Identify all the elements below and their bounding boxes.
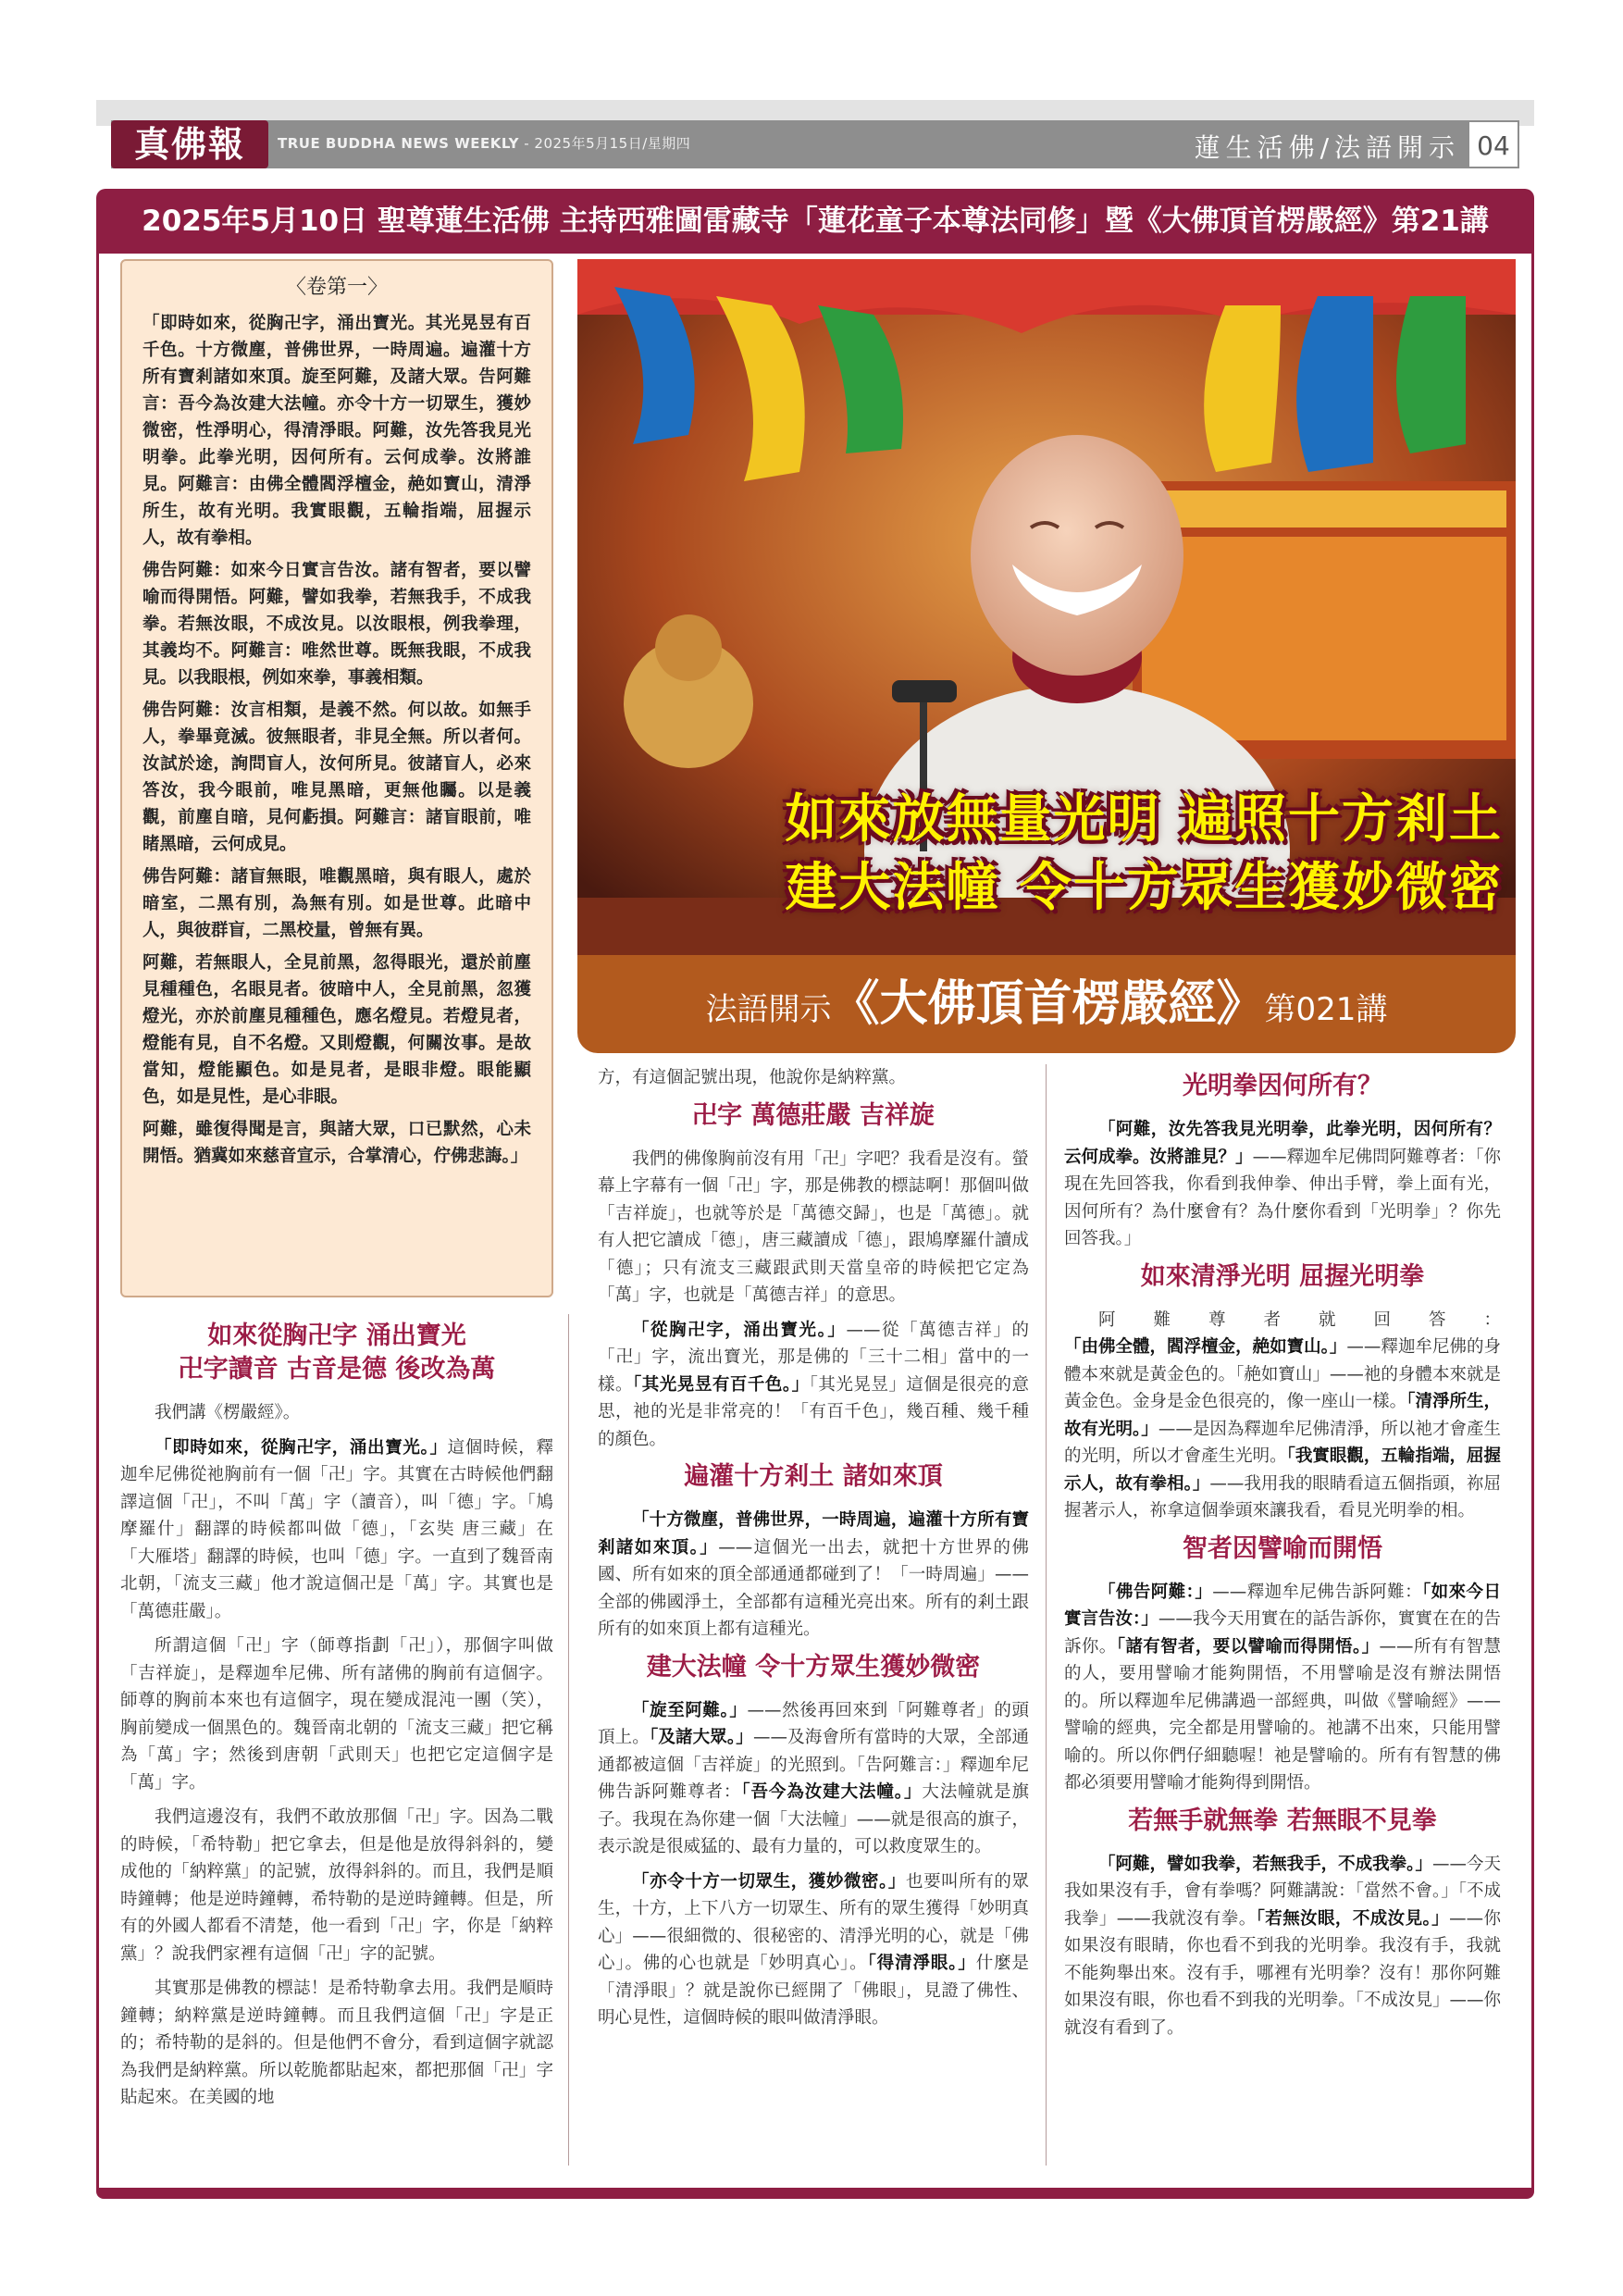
paragraph [1064,1579,1501,1797]
sutra-para: 「即時如來，從胸卍字，涌出寶光。其光晃昱有百千色。十方微塵，普佛世界，一時周遍。遍灌十方所有寶剎諸如來頂。旋至阿難，及諸大眾。告阿難言：吾今為汝建大法幢。亦令十方一切眾生，獲妙微密，性淨明心，得清淨眼。阿難，汝先答我見光明拳。此拳光明，因何所有。云何成拳。汝將誰見。阿難言：由佛全體閻浮檀金，赩如寶山，清淨所生，故有光明。我實眼觀，五輪指端，屈握示人，故有拳相。 [142,314,531,548]
quote: 「如來今日實言告汝：」 [1064,1582,1501,1629]
text: ——然後再回來到「阿難尊者」的頭頂上。 [598,1700,1029,1747]
paragraph [598,1317,1029,1454]
newspaper-logo: 真佛報 [111,120,268,168]
column-divider [1046,1064,1047,2166]
text: 大法幢就是旗子。我現在為你建一個「大法幢」——就是很高的旗子，表示說是很威猛的、最有力量的，可以救度眾生的。 [598,1782,1029,1856]
series-suffix: 第021講 [1264,991,1388,1028]
dharma-photo [577,259,1516,955]
page-header [111,120,1519,168]
photo-caption-line2: 建大法幢 令十方眾生獲妙微密 [785,857,1503,918]
paragraph: 我們的佛像胸前沒有用「卍」字吧？我看是沒有。螢幕上字幕有一個「卍」字，那是佛教的標誌啊！那個叫做「吉祥旋」，也就等於是「萬德交歸」，也是「萬德」。就有人把它讀成「德」，唐三藏讀成「德」，跟鳩摩羅什讀成「德」；只有流支三藏跟武則天當皇帝的時候把它定為「萬」字，也就是「萬德吉祥」的意思。 [598,1148,1029,1305]
paragraph: 方，有這個記號出現，他說你是納粹黨。 [598,1068,907,1087]
paragraph [598,1868,1029,2032]
quote: 「即時如來，從胸卍字，涌出寶光。」 [155,1437,448,1458]
text: ——你如果沒有眼睛，你也看不到我的光明拳。我沒有手，我就不能夠舉出來。沒有手，哪裡有光明拳？沒有！那你阿難如果沒有眼，你也看不到我的光明拳。「不成汝見」——你就沒有看到了。 [1064,1908,1501,2038]
text: 也要叫所有的眾生，十方，上下八方一切眾生、所有的眾生獲得「妙明真心」——很細微的、很秘密的、清淨光明的心，就是「佛心」。佛的心也就是「妙明真心」。 [598,1871,1029,1973]
series-title-bar [577,955,1516,1053]
quote: 「吾今為汝建大法幢。」 [741,1782,923,1802]
quote: 「得清淨眼。」 [867,1954,976,1973]
paragraph: 我們講《楞嚴經》。 [155,1403,301,1422]
section-heading [120,1320,553,1386]
text: ——今天我如果沒有手，會有拳嗎？阿難講說：「當然不會。」「不成我拳」——我就沒有拳。 [1064,1854,1501,1929]
paragraph: 我們這邊沒有，我們不敢放那個「卍」字。因為二戰的時候，「希特勒」把它拿去，但是他是放得斜斜的，變成他的「納粹黨」的記號，放得斜斜的。而且，我們是順時鐘轉；他是逆時鐘轉，希特勒的是逆時鐘轉。但是，所有的外國人都看不清楚，他一看到「卍」字，你是「納粹黨」？說我們家裡有這個「卍」字的記號。 [120,1807,553,1964]
photo-caption [670,785,1503,922]
section-heading: 智者因譬喻而開悟 [1183,1533,1382,1563]
paragraph [1064,1307,1501,1525]
paragraph [1064,1851,1501,2042]
quote: 「阿難，汝先答我見光明拳，此拳光明，因何所有？云何成拳。汝將誰見？」 [1064,1120,1501,1167]
text: ——這個光一出去，就把十方世界的佛國、所有如來的頂全部通通都碰到了！「一時周遍」——全部的佛國淨土，全部都有這種光亮出來。所有的剎土跟所有的如來頂上都有這種光。 [598,1537,1029,1639]
series-prefix: 法語開示 [705,991,832,1028]
paragraph [1064,1116,1501,1253]
section-heading: 如來清淨光明 屈握光明拳 [1140,1261,1425,1291]
event-banner: 2025年5月10日 聖尊蓮生活佛 主持西雅圖雷藏寺「蓮花童子本尊法同修」暨《大佛頂首楞嚴經》第21講 [96,189,1534,254]
quote: 「亦令十方一切眾生，獲妙微密。」 [632,1871,907,1892]
quote: 「從胸卍字，涌出寶光。」 [632,1320,847,1340]
section-heading: 若無手就無拳 若無眼不見拳 [1128,1806,1437,1835]
paragraph [598,1697,1029,1861]
text: 什麼是「清淨眼」？就是說你已經開了「佛眼」，見證了佛性、明心見性，這個時候的眼叫做清淨眼。 [598,1954,1029,2028]
text: ——是因為釋迦牟尼佛清淨，所以祂才會產生的光明，所以才會產生光明。 [1064,1419,1501,1466]
sutra-para: 佛告阿難：汝言相類，是義不然。何以故。如無手人，拳畢竟滅。彼無眼者，非見全無。所以者何。汝試於途，詢問盲人，汝何所見。彼諸盲人，必來答汝，我今眼前，唯見黑暗，更無他矚。以是義觀，前塵自暗，見何虧損。阿難言：諸盲眼前，唯睹黑暗，云何成見。 [142,701,531,854]
text: ——釋迦牟尼佛告訴阿難： [1212,1582,1422,1602]
heading-line: 如來從胸卍字 涌出寶光 [207,1322,466,1350]
sutra-para: 阿難，雖復得聞是言，與諸大眾，口已默然，心未開悟。猶冀如來慈音宣示，合掌清心，佇佛悲誨。」 [142,1120,531,1166]
heading-line: 卍字讀音 古音是德 後改為萬 [178,1355,496,1384]
text: ——釋迦牟尼佛問阿難尊者：「你現在先回答我，你看到我伸拳、伸出手臂，拳上面有光，因何所有？為什麼會有？為什麼你看到「光明拳」？你先回答我。」 [1064,1147,1501,1248]
text: ——所有有智慧的人，要用譬喻才能夠開悟，不用譬喻是沒有辦法開悟的。所以釋迦牟尼佛講過一部經典，叫做《譬喻經》——譬喻的經典，完全都是用譬喻的。祂講不出來，只能用譬喻的。所以你們仔細聽喔！祂是譬喻的。所有有智慧的佛都必須要用譬喻才能夠得到開悟。 [1064,1636,1501,1793]
quote: 「十方微塵，普佛世界，一時周遍，遍灌十方所有寶剎諸如來頂。」 [598,1510,1029,1558]
quote: 「佛告阿難：」 [1098,1582,1213,1602]
section-heading: 光明拳因何所有？ [1183,1072,1382,1100]
text: ——釋迦牟尼佛的身體本來就是黃金色的。「赩如寶山」——祂的身體本來就是黃金色。金身是金色很亮的，像一座山一樣。 [1064,1337,1501,1411]
quote: 「由佛全體，閻浮檀金，赩如寶山。」 [1064,1337,1347,1357]
quote: 「若無汝眼，不成汝見。」 [1256,1908,1450,1929]
page-number: 04 [1468,120,1519,168]
text: 這個時候，釋迦牟尼佛從祂胸前有一個「卍」字。其實在古時候他們翻譯這個「卍」，不叫「萬」字（讀音），叫「德」字。「鳩摩羅什」翻譯的時候都叫做「德」，「玄奘 唐三藏」在「大雁塔」翻譯的時候，也叫「德」字。一直到了魏晉南北朝，「流支三藏」他才說這個卍是「萬」字。其實也是「萬德莊嚴」。 [120,1437,553,1621]
paragraph: 其實那是佛教的標誌！是希特勒拿去用。我們是順時鐘轉；納粹黨是逆時鐘轉。而且我們這個「卍」字是正的；希特勒的是斜的。但是他們不會分，看到這個字就認為我們是納粹黨。所以乾脆都貼起來，都把那個「卍」字貼起來。在美國的地 [120,1979,553,2107]
quote: 「其光晃昱有百千色。」 [633,1374,810,1395]
column-divider [568,1314,569,2166]
article-column-2 [598,1064,1029,2040]
paragraph [120,1434,553,1626]
bottom-rule [96,2188,1534,2199]
text: 「其光晃昱」這個是很亮的意思，祂的光是非常亮的！「有百千色」，幾百種、幾千種的顏色。 [598,1374,1029,1449]
quote: 「諸有智者，要以譬喻而得開悟。」 [1116,1636,1380,1657]
text: 阿難尊者就回答： [1098,1309,1501,1330]
sutra-box [120,259,553,1297]
quote: 「清淨所生，故有光明。」 [1064,1392,1501,1439]
header-section: 蓮生活佛/法語開示 [1194,132,1460,163]
quote: 「阿難，譬如我拳，若無我手，不成我拳。」 [1098,1854,1432,1874]
article-column-1 [120,1314,553,2119]
article-column-3 [1064,1064,1501,2049]
section-heading: 遍灌十方剎土 諸如來頂 [684,1462,943,1491]
text: ——及海會所有當時的大眾，全部通通都被這個「吉祥旋」的光照到。「告阿難言：」釋迦牟尼佛告訴阿難尊者： [598,1728,1029,1802]
header-subtitle [278,133,690,153]
sutra-title: 〈卷第一〉 [285,276,388,299]
section-heading: 卍字 萬德莊嚴 吉祥旋 [692,1100,935,1130]
quote: 「及諸大眾。」 [649,1728,753,1747]
series-title: 《大佛頂首楞嚴經》 [831,975,1265,1032]
sutra-para: 佛告阿難：諸盲無眼，唯觀黑暗，與有眼人，處於暗室，二黑有別，為無有別。如是世尊。此暗中人，與彼群盲，二黑校量，曾無有異。 [142,867,531,940]
quote: 「我實眼觀，五輪指端，屈握示人，故有拳相。」 [1064,1446,1501,1494]
sutra-para: 佛告阿難：如來今日實言告汝。諸有智者，要以譬喻而得開悟。阿難，譬如我拳，若無我手，不成我拳。若無汝眼，不成汝見。以汝眼根，例我拳理，其義均不。阿難言：唯然世尊。既無我眼，不成我見。以我眼根，例如來拳，事義相類。 [142,561,531,688]
header-brand: TRUE BUDDHA NEWS WEEKLY [278,135,519,152]
header-date: - 2025年5月15日/星期四 [518,135,691,152]
sutra-para: 阿難，若無眼人，全見前黑，忽得眼光，還於前塵見種種色，名眼見者。彼暗中人，全見前黑，忽獲燈光，亦於前塵見種種色，應名燈見。若燈見者，燈能有見，自不名燈。又則燈觀，何關汝事。是故當知，燈能顯色。如是見者，是眼非燈。眼能顯色，如是見性，是心非眼。 [142,953,531,1107]
section-heading: 建大法幢 令十方眾生獲妙微密 [646,1652,981,1682]
photo-caption-line1: 如來放無量光明 遍照十方剎土 [785,788,1503,850]
text: ——從「萬德吉祥」的「卍」字，流出寶光，那是佛的「三十二相」當中的一樣。 [598,1320,1029,1395]
paragraph: 所謂這個「卍」字（師尊指劃「卍」），那個字叫做「吉祥旋」，是釋迦牟尼佛、所有諸佛的胸前有這個字。師尊的胸前本來也有這個字，現在變成混沌一團（笑），胸前變成一個黑色的。魏晉南北朝的「流支三藏」把它稱為「萬」字；然後到唐朝「武則天」也把它定這個字是「萬」字。 [120,1636,553,1793]
quote: 「旋至阿難。」 [632,1700,748,1720]
text: ——我用我的眼睛看這五個指頭，祢屈握著示人，祢拿這個拳頭來讓我看，看見光明拳的相。 [1064,1473,1501,1520]
paragraph [598,1507,1029,1644]
text: ——我今天用實在的話告訴你，實實在在的告訴你。 [1064,1609,1501,1657]
